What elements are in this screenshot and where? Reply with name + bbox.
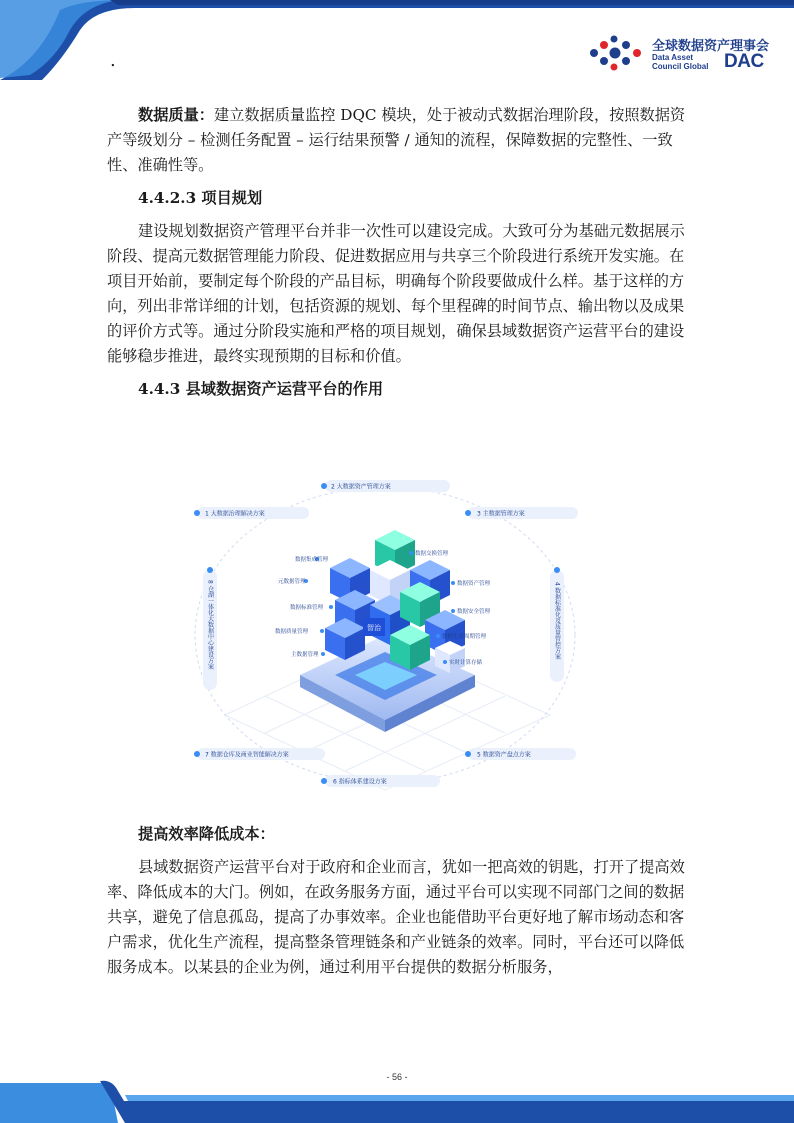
module-label: 实时计算存储 xyxy=(449,660,483,666)
text-block-bottom xyxy=(107,822,697,980)
module-label: 元数据管理 xyxy=(278,579,306,585)
module-label: 数据质量管理 xyxy=(275,629,309,635)
logo-name-cn: 全球数据资产理事会 xyxy=(652,39,770,54)
ring-label-6: 6 指标体系建设方案 xyxy=(333,778,387,786)
header-dot: . xyxy=(110,50,116,71)
module-label: 数据集成管理 xyxy=(295,557,329,563)
logo-dots-icon xyxy=(588,35,646,71)
quality-paragraph xyxy=(107,103,697,178)
efficiency-paragraph: 县域数据资产运营平台对于政府和企业而言，犹如一把高效的钥匙，打开了提高效率、降低成本的大门。例如，在政务服务方面，通过平台可以实现不同部门之间的数据共享，避免了信息孤岛，提高了办事效率。企业也能借助平台更好地了解市场动态和客户需求，优化生产流程，提高整条管理链条和产业链条的效率。同时，平台还可以降低服务成本。以某县的企业为例，通过利用平台提供的数据分析服务， xyxy=(107,858,685,976)
quality-text: 建立数据质量监控 DQC 模块，处于被动式数据治理阶段，按照数据资产等级划分 – 检测任务配置 – 运行结果预警 / 通知的流程，保障数据的完整性、一致性、准确性等。 xyxy=(107,106,686,174)
module-label: 数据资产管理 xyxy=(457,581,491,587)
planning-paragraph: 建设规划数据资产管理平台并非一次性可以建设完成。大致可分为基础元数据展示阶段、提高元数据管理能力阶段、促进数据应用与共享三个阶段进行系统开发实施。在项目开始前，要制定每个阶段的产品目标，明确每个阶段要做成什么样。基于这样的方向，列出非常详细的计划，包括资源的规划、每个里程碑的时间节点、输出物以及成果的评价方式等。通过分阶段实施和严格的项目规划，确保县域数据资产运营平台的建设能够稳步推进，最终实现预期的目标和价值。 xyxy=(107,222,685,365)
ring-label-3: 3 主数据管理方案 xyxy=(477,510,525,518)
page-number: - 56 - xyxy=(386,1072,408,1082)
footer-band xyxy=(0,1063,794,1123)
module-label: 数据生命周期管理 xyxy=(442,634,487,640)
ring-label-2: 2 大数据资产管理方案 xyxy=(331,483,391,491)
ring-label-8: 8 仓湖一体化大数据中心建设方案 xyxy=(206,580,214,670)
ring-label-7: 7 数据仓库及商业智能解决方案 xyxy=(205,751,289,759)
center-emblem xyxy=(363,618,385,636)
logo-name-en-line1: Data Asset xyxy=(652,53,694,62)
ring-label-4: 4 数据标准化及质量管控方案 xyxy=(553,582,561,660)
logo-name-en xyxy=(652,53,722,71)
module-label: 数据交换管理 xyxy=(415,551,449,557)
module-label: 数据标准管理 xyxy=(290,605,324,611)
dac-logo xyxy=(588,33,778,75)
heading-443: 4.4.3 县域数据资产运营平台的作用 xyxy=(138,380,384,398)
center-label: 智治 xyxy=(367,624,381,632)
logo-name-en-line2: Council Global xyxy=(652,62,709,71)
heading-4423: 4.4.2.3 项目规划 xyxy=(138,189,263,207)
platform-figure xyxy=(185,470,590,795)
quality-label: 数据质量： xyxy=(138,106,214,124)
ring-label-5: 5 数据资产盘点方案 xyxy=(477,751,531,759)
efficiency-heading: 提高效率降低成本： xyxy=(138,825,275,843)
logo-abbr: DAC xyxy=(724,51,764,72)
module-label: 主数据管理 xyxy=(291,652,319,658)
module-label: 数据安全管理 xyxy=(457,609,491,615)
text-block-top xyxy=(107,103,697,402)
ring-label-1: 1 大数据治理解决方案 xyxy=(205,510,265,518)
